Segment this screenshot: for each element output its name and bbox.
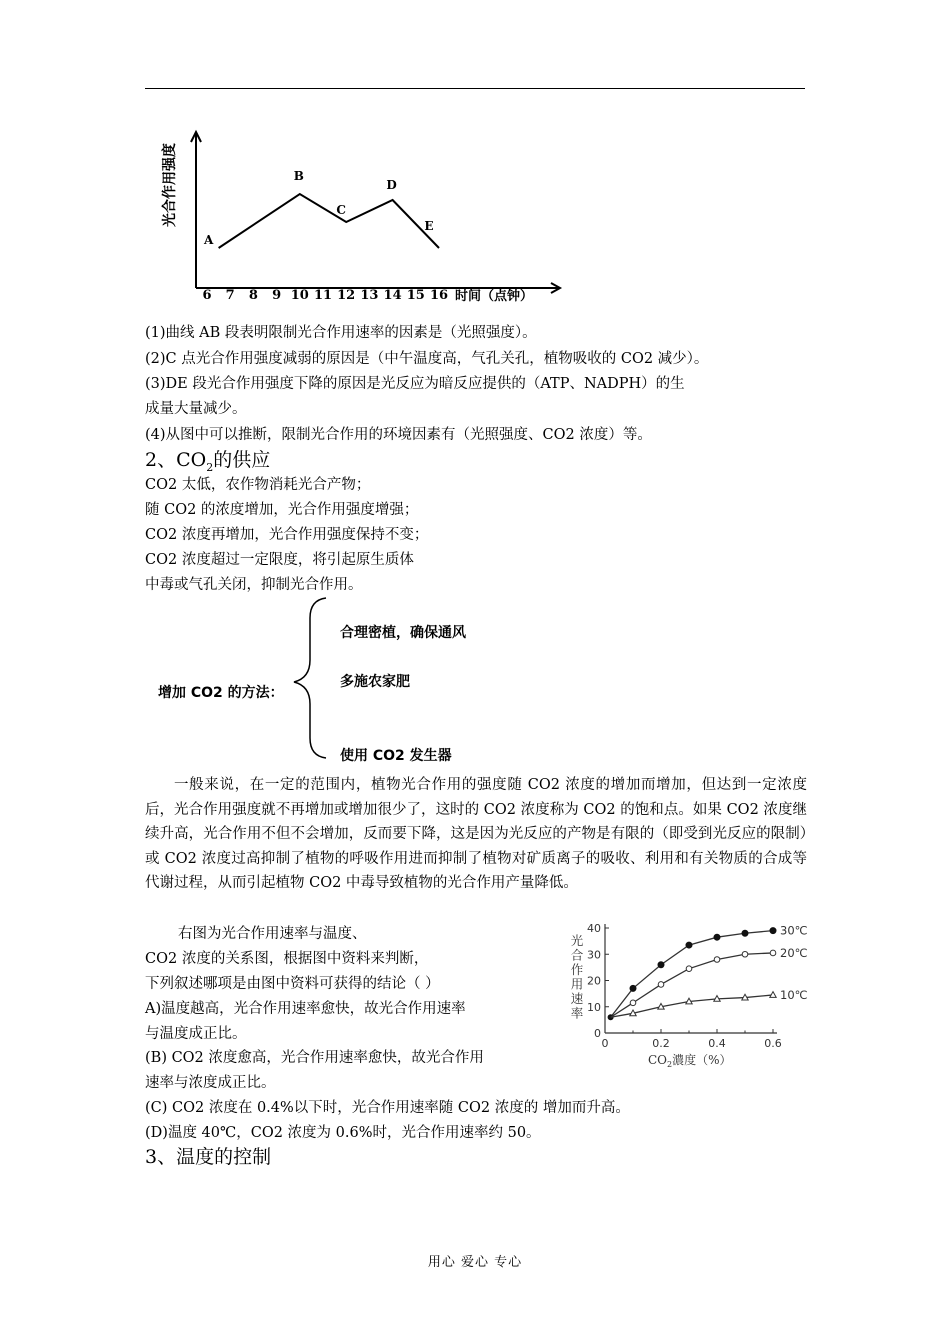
mcq-option-a-line-1: A)温度越高，光合作用速率愈快，故光合作用速率 — [145, 1001, 466, 1017]
mcq-option-b-line-1: (B) CO2 浓度愈高，光合作用速率愈快，故光合作用 — [145, 1050, 484, 1066]
chart2-series-label: 30℃ — [780, 923, 808, 938]
chart1-xtick: 12 — [337, 288, 356, 303]
chart1-xtick: 7 — [225, 288, 235, 303]
chart2-xtick-label: 0.6 — [764, 1037, 782, 1050]
chart2-point — [630, 985, 636, 991]
chart1-point-label-C: C — [336, 203, 346, 217]
co2-line-2: 随 CO2 的浓度增加，光合作用强度增强； — [145, 502, 419, 518]
chart2-xtick-label: 0.4 — [708, 1037, 726, 1050]
chart2-series-line — [611, 953, 773, 1017]
method-item-1: 合理密植，确保通风 — [340, 625, 466, 641]
chart2-series-label: 10℃ — [780, 987, 808, 1002]
chart1-xtick: 10 — [290, 288, 309, 303]
chart1-point-label-A: A — [203, 233, 214, 247]
chart2-point — [770, 992, 776, 998]
chart2-point — [686, 942, 692, 948]
chart2-ytick-label: 20 — [587, 974, 601, 988]
question-3-line-2: 成量大量减少。 — [145, 401, 247, 417]
chart2-point — [742, 951, 748, 957]
method-item-2: 多施农家肥 — [340, 674, 410, 690]
chart2-point — [658, 962, 664, 968]
chart2-ytick-label: 0 — [594, 1027, 601, 1040]
chart2-ytick-label: 10 — [587, 1000, 601, 1014]
co2-line-1: CO2 太低，农作物消耗光合产物； — [145, 477, 371, 493]
mcq-option-b-line-2: 速率与浓度成正比。 — [145, 1075, 276, 1091]
chart1-axes — [191, 132, 560, 293]
chart1-curve — [219, 194, 439, 248]
mcq-line-3: 下列叙述哪项是由图中资料可获得的结论（ ） — [145, 976, 440, 992]
chart1-xtick: 13 — [360, 288, 379, 303]
chart2-point — [770, 928, 776, 934]
curly-brace — [290, 596, 330, 760]
chart2-ylabel-char: 作 — [570, 962, 584, 977]
co2-line-4: CO2 浓度超过一定限度，将引起原生质体 — [145, 552, 414, 568]
method-item-3: 使用 CO2 发生器 — [340, 748, 452, 764]
chart2-ylabel-char: 率 — [570, 1005, 584, 1021]
question-1: (1)曲线 AB 段表明限制光合作用速率的因素是（光照强度）。 — [145, 325, 537, 341]
chart1-xtick: 6 — [202, 288, 212, 303]
page-footer: 用心 爱心 专心 — [427, 1255, 523, 1270]
header-rule — [145, 88, 805, 89]
chart2-xtick-label: 0.2 — [652, 1037, 670, 1050]
section-heading-temperature: 3、温度的控制 — [145, 1146, 272, 1168]
mcq-option-a-line-2: 与温度成正比。 — [145, 1026, 247, 1042]
chart2-xtick-label: 0 — [601, 1037, 609, 1050]
chart1-xtick: 16 — [429, 288, 449, 303]
chart2-ylabel-char: 光 — [570, 933, 584, 948]
chart2-point — [714, 934, 720, 940]
chart1-xtick: 15 — [406, 288, 425, 303]
co2-line-5: 中毒或气孔关闭，抑制光合作用。 — [145, 577, 363, 593]
chart2-point — [686, 966, 692, 972]
chart1-xtick: 8 — [248, 288, 258, 303]
co2-line-3: CO2 浓度再增加，光合作用强度保持不变； — [145, 527, 429, 543]
question-4: (4)从图中可以推断，限制光合作用的环境因素有（光照强度、CO2 浓度）等。 — [145, 427, 652, 443]
mcq-option-d: (D)温度 40℃，CO2 浓度为 0.6%时，光合作用速率约 50。 — [145, 1125, 541, 1141]
chart2-point — [630, 1000, 636, 1006]
chart2-point — [658, 982, 664, 988]
chart1-ylabel: 光合作用强度 — [162, 143, 178, 227]
chart2-ytick-label: 30 — [587, 948, 601, 962]
saturation-paragraph: 一般来说，在一定的范围内，植物光合作用的强度随 CO2 浓度的增加而增加，但达到一定浓度后，光合作用强度就不再增加或增加很少了，这时的 CO2 浓度称为 CO2 的饱和点。如果 CO2 浓度继续升高，光合作用不但不会增加，反而要下降，这是因为光反应的产物是有限的（即受到光反应的限制）或 CO2 浓度过高抑制了植物的呼吸作用进而抑制了植物对矿质离子的吸收、利用和有关物质的合成等代谢过程，从而引起植物 CO2 中毒导致植物的光合作用产量降低。 — [145, 777, 807, 891]
chart1-xtick: 11 — [313, 288, 333, 303]
chart2-point — [714, 957, 720, 963]
mcq-line-1: 右图为光合作用速率与温度、 — [178, 926, 367, 942]
mcq-line-2: CO2 浓度的关系图，根据图中资料来判断， — [145, 951, 429, 967]
chart2-ylabel-char: 速 — [570, 991, 584, 1006]
question-3-line-1: (3)DE 段光合作用强度下降的原因是光反应为暗反应提供的（ATP、NADPH）的生 — [145, 376, 685, 392]
question-2: (2)C 点光合作用强度减弱的原因是（中午温度高，气孔关孔，植物吸收的 CO2 减少）。 — [145, 351, 709, 367]
chart1-point-label-E: E — [424, 219, 434, 233]
chart2-point — [770, 950, 776, 956]
chart1-xtick: 9 — [272, 288, 282, 303]
chart2-ylabel-char: 合 — [570, 947, 584, 963]
method-label: 增加 CO2 的方法： — [158, 685, 284, 701]
chart1-point-label-B: B — [293, 169, 304, 183]
chart1-point-label-D: D — [386, 178, 397, 192]
rate-vs-co2-chart — [560, 912, 810, 1072]
chart2-series-label: 20℃ — [780, 945, 808, 960]
mcq-option-c: (C) CO2 浓度在 0.4%以下时，光合作用速率随 CO2 浓度的 增加而升高。 — [145, 1100, 630, 1116]
chart2-point — [742, 930, 748, 936]
chart2-ytick-label: 40 — [587, 922, 601, 935]
photosynthesis-time-chart — [150, 120, 590, 315]
chart1-xtick: 14 — [383, 288, 402, 303]
chart2-xlabel: $CO_2$濃度（%） — [648, 1053, 732, 1069]
chart1-xlabel: 时间（点钟） — [455, 289, 534, 304]
chart2-ylabel-char: 用 — [570, 976, 584, 992]
section-heading-co2: 2、$CO_2$的供应 — [145, 449, 271, 474]
